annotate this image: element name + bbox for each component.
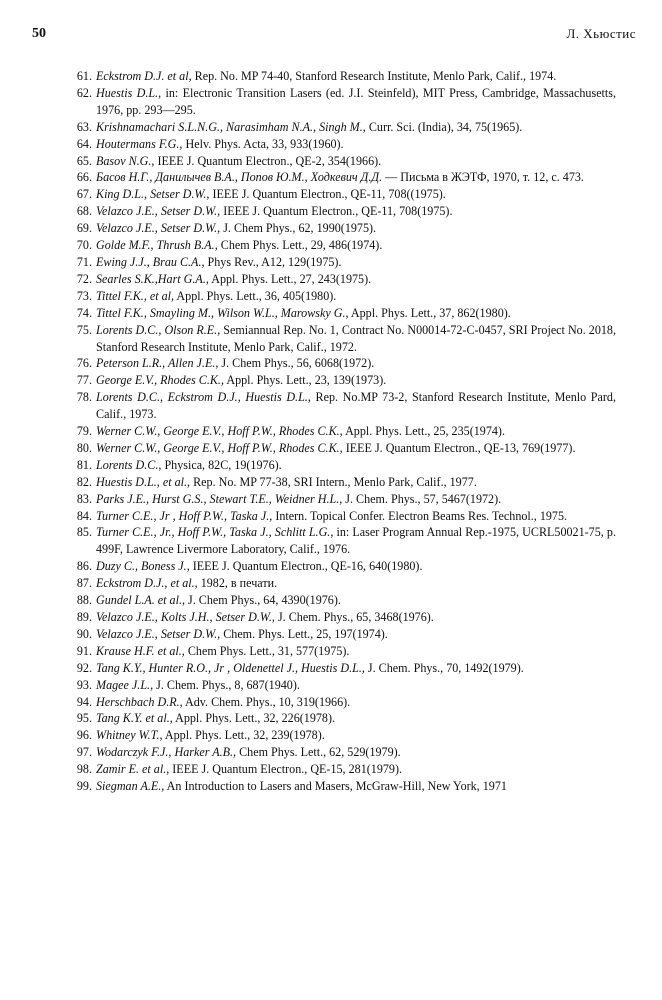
reference-text bbox=[96, 440, 616, 457]
reference-number: 79. bbox=[76, 424, 92, 439]
reference-source: 1982, в печати. bbox=[200, 576, 278, 591]
reference-source: Appl. Phys. Lett., 32, 239(1978). bbox=[164, 728, 325, 743]
reference-authors: Velazco J.E., Setser D.W., bbox=[96, 626, 221, 641]
reference-text bbox=[96, 355, 616, 372]
reference-source: Appl. Phys. Lett., 25, 235(1974). bbox=[345, 424, 505, 439]
reference-authors: Krishnamachari S.L.N.G., Narasimham N.A., Singh M., bbox=[96, 119, 366, 134]
reference-source: in: Electronic Transition Lasers (ed. J.I. Steinfeld), MIT Press, Cambridge, Massachusetts, 1976, pp. 293—295. bbox=[96, 85, 617, 117]
reference-source: Appl. Phys. Lett., 36, 405(1980). bbox=[176, 288, 337, 303]
reference-item bbox=[60, 153, 616, 170]
reference-text bbox=[96, 119, 616, 136]
reference-number: 69. bbox=[76, 221, 92, 236]
reference-number: 71. bbox=[76, 254, 92, 269]
reference-source: Appl. Phys. Lett., 32, 226(1978). bbox=[175, 711, 336, 726]
reference-authors: Velazco J.E., Kolts J.H., Setser D.W., bbox=[96, 610, 275, 624]
reference-authors: Werner C.W., George E.V., Hoff P.W., Rhodes C.K., bbox=[96, 440, 343, 455]
reference-authors: Lorents D.C., Eckstrom D.J., Huestis D.L., bbox=[96, 390, 311, 405]
reference-source: Curr. Sci. (India), 34, 75(1965). bbox=[368, 119, 523, 134]
reference-authors: Turner C.E., Jr , Hoff P.W., Taska J., bbox=[96, 508, 273, 523]
reference-source: Phys Rev., A12, 129(1975). bbox=[207, 254, 342, 269]
reference-number: 67. bbox=[76, 187, 92, 202]
reference-text bbox=[96, 423, 616, 440]
reference-number: 73. bbox=[76, 288, 92, 303]
reference-authors: Ewing J.J., Brau C.A., bbox=[96, 254, 205, 269]
reference-authors: Magee J.L., bbox=[96, 677, 154, 692]
reference-source: Chem Phys. Lett., 31, 577(1975). bbox=[187, 643, 350, 658]
reference-item bbox=[60, 626, 616, 643]
reference-authors: Tang K.Y., Hunter R.O., Jr , Oldenettel J., Huestis D.L., bbox=[96, 660, 365, 675]
reference-text bbox=[96, 136, 616, 153]
reference-authors: Wodarczyk F.J., Harker A.B., bbox=[96, 745, 237, 760]
reference-item bbox=[60, 119, 616, 136]
reference-number: 65. bbox=[76, 153, 92, 168]
reference-text bbox=[96, 186, 616, 203]
reference-text bbox=[96, 305, 616, 322]
reference-item bbox=[60, 727, 616, 744]
reference-item bbox=[60, 305, 616, 322]
reference-source: J. Chem. Phys., 8, 687(1940). bbox=[156, 677, 300, 692]
reference-authors: Werner C.W., George E.V., Hoff P.W., Rhodes C.K., bbox=[96, 424, 343, 439]
reference-source: IEEE J. Quantum Electron., QE-11, 708((1975). bbox=[212, 187, 446, 202]
reference-text bbox=[96, 626, 616, 643]
reference-text bbox=[96, 609, 616, 626]
reference-text bbox=[96, 744, 616, 761]
reference-text bbox=[96, 761, 616, 778]
reference-text bbox=[96, 85, 616, 119]
reference-item bbox=[60, 372, 616, 389]
reference-text bbox=[96, 169, 616, 186]
reference-source: Chem. Phys. Lett., 25, 197(1974). bbox=[223, 626, 388, 641]
reference-item bbox=[60, 592, 616, 609]
reference-source: Rep. No.MP 73-2, Stanford Research Institute, Menlo Pard, Calif., 1973. bbox=[96, 390, 616, 422]
reference-text bbox=[96, 322, 616, 356]
reference-text bbox=[96, 524, 616, 558]
reference-source: Physica, 82C, 19(1976). bbox=[164, 457, 282, 472]
reference-text bbox=[96, 254, 616, 271]
reference-item bbox=[60, 85, 616, 119]
reference-number: 96. bbox=[76, 728, 92, 743]
reference-number: 99. bbox=[76, 779, 92, 794]
reference-item bbox=[60, 169, 616, 186]
reference-source: Appl. Phys. Lett., 23, 139(1973). bbox=[226, 373, 387, 388]
reference-number: 82. bbox=[76, 474, 92, 489]
reference-text bbox=[96, 778, 616, 795]
reference-number: 62. bbox=[76, 85, 92, 100]
reference-item bbox=[60, 271, 616, 288]
reference-item bbox=[60, 710, 616, 727]
reference-text bbox=[96, 237, 616, 254]
reference-authors: Searles S.K.,Hart G.A., bbox=[96, 271, 209, 286]
reference-item bbox=[60, 558, 616, 575]
reference-source: Intern. Topical Confer. Electron Beams Res. Technol., 1975. bbox=[275, 508, 568, 523]
reference-source: — Письма в ЖЭТФ, 1970, т. 12, с. 473. bbox=[385, 170, 584, 185]
reference-text bbox=[96, 153, 616, 170]
reference-authors: Tittel F.K., Smayling M., Wilson W.L., Marowsky G., bbox=[96, 305, 349, 320]
reference-number: 61. bbox=[76, 69, 92, 83]
reference-authors: Turner C.E., Jr., Hoff P.W., Taska J., Schlitt L.G., bbox=[96, 525, 334, 540]
reference-source: An Introduction to Lasers and Masers, McGraw-Hill, New York, 1971 bbox=[166, 779, 507, 794]
reference-text bbox=[96, 508, 616, 525]
reference-source: J. Chem. Phys., 70, 1492(1979). bbox=[367, 660, 524, 675]
reference-item bbox=[60, 491, 616, 508]
reference-number: 64. bbox=[76, 136, 92, 151]
reference-text bbox=[96, 660, 616, 677]
reference-item bbox=[60, 186, 616, 203]
reference-source: IEEE J. Quantum Electron., QE-13, 769(1977). bbox=[345, 440, 576, 455]
reference-authors: Huestis D.L., bbox=[96, 85, 162, 100]
reference-authors: Velazco J.E., Setser D.W., bbox=[96, 221, 221, 236]
reference-text bbox=[96, 474, 616, 491]
reference-item bbox=[60, 440, 616, 457]
reference-source: J. Chem. Phys., 65, 3468(1976). bbox=[277, 610, 434, 624]
reference-number: 80. bbox=[76, 440, 92, 455]
reference-source: IEEE J. Quantum Electron., QE-11, 708(1975). bbox=[223, 204, 453, 219]
reference-authors: George E.V., Rhodes C.K., bbox=[96, 373, 224, 388]
reference-text bbox=[96, 491, 616, 508]
reference-item bbox=[60, 575, 616, 592]
reference-text bbox=[96, 457, 616, 474]
reference-list bbox=[60, 68, 616, 795]
reference-authors: Eckstrom D.J., et al., bbox=[96, 576, 198, 591]
reference-number: 94. bbox=[76, 694, 92, 709]
reference-item bbox=[60, 643, 616, 660]
reference-number: 92. bbox=[76, 660, 92, 675]
reference-source: J. Chem Phys., 64, 4390(1976). bbox=[188, 593, 341, 608]
reference-number: 75. bbox=[76, 322, 92, 337]
reference-item bbox=[60, 355, 616, 372]
reference-item bbox=[60, 609, 616, 626]
reference-source: IEEE J. Quantum Electron., QE-16, 640(1980). bbox=[192, 559, 423, 574]
reference-source: Helv. Phys. Acta, 33, 933(1960). bbox=[185, 136, 344, 151]
reference-item bbox=[60, 457, 616, 474]
running-head: Л. Хьюстис bbox=[566, 26, 636, 41]
reference-item bbox=[60, 524, 616, 558]
reference-item bbox=[60, 136, 616, 153]
reference-item bbox=[60, 237, 616, 254]
reference-authors: Басов Н.Г., Данилычев В.А., Попов Ю.М., Ходкевич Д.Д. bbox=[96, 170, 383, 185]
reference-source: Semiannual Rep. No. 1, Contract No. N00014-72-C-0457, SRI Project No. 2018, Stanford Research Institute, Menlo Park, Calif., 1972. bbox=[96, 322, 616, 354]
reference-source: J. Chem Phys., 62, 1990(1975). bbox=[223, 221, 377, 236]
reference-text bbox=[96, 220, 616, 237]
reference-item bbox=[60, 474, 616, 491]
reference-number: 88. bbox=[76, 593, 92, 608]
reference-authors: Krause H.F. et al., bbox=[96, 643, 185, 658]
reference-number: 76. bbox=[76, 356, 92, 371]
reference-item bbox=[60, 389, 616, 423]
reference-item bbox=[60, 68, 616, 85]
reference-number: 81. bbox=[76, 457, 92, 472]
reference-number: 98. bbox=[76, 762, 92, 777]
reference-source: Appl. Phys. Lett., 37, 862(1980). bbox=[350, 305, 511, 320]
reference-source: Chem Phys. Lett., 29, 486(1974). bbox=[220, 238, 383, 253]
reference-item bbox=[60, 254, 616, 271]
reference-number: 85. bbox=[76, 525, 92, 540]
reference-source: J. Chem. Phys., 57, 5467(1972). bbox=[345, 491, 502, 506]
reference-item bbox=[60, 761, 616, 778]
reference-source: in: Laser Program Annual Rep.-1975, UCRL50021-75, p. 499F, Lawrence Livermore Laboratory, Calif., 1976. bbox=[96, 525, 616, 557]
reference-text bbox=[96, 203, 616, 220]
reference-text bbox=[96, 727, 616, 744]
reference-authors: Gundel L.A. et al., bbox=[96, 593, 186, 608]
reference-source: Rep. No. MP 74-40, Stanford Research Institute, Menlo Park, Calif., 1974. bbox=[194, 69, 557, 83]
reference-item bbox=[60, 660, 616, 677]
reference-authors: Huestis D.L., et al., bbox=[96, 474, 191, 489]
reference-authors: Parks J.E., Hurst G.S., Stewart T.E., Weidner H.L., bbox=[96, 491, 343, 506]
reference-text bbox=[96, 710, 616, 727]
reference-authors: Houtermans F.G., bbox=[96, 136, 183, 151]
reference-authors: Siegman A.E., bbox=[96, 779, 165, 794]
reference-item bbox=[60, 322, 616, 356]
reference-number: 86. bbox=[76, 559, 92, 574]
reference-number: 66. bbox=[76, 170, 92, 185]
reference-text bbox=[96, 389, 616, 423]
reference-text bbox=[96, 68, 616, 85]
reference-number: 87. bbox=[76, 576, 92, 591]
reference-authors: Duzy C., Boness J., bbox=[96, 559, 190, 574]
reference-number: 70. bbox=[76, 238, 92, 253]
reference-number: 97. bbox=[76, 745, 92, 760]
reference-item bbox=[60, 508, 616, 525]
reference-authors: Tang K.Y. et al., bbox=[96, 711, 173, 726]
reference-authors: Basov N.G., bbox=[96, 153, 155, 168]
reference-authors: Herschbach D.R., bbox=[96, 694, 183, 709]
reference-number: 84. bbox=[76, 508, 92, 523]
reference-source: IEEE J. Quantum Electron., QE-2, 354(1966). bbox=[157, 153, 382, 168]
reference-authors: Lorents D.C., Olson R.E., bbox=[96, 322, 221, 337]
reference-text bbox=[96, 677, 616, 694]
reference-number: 78. bbox=[76, 390, 92, 405]
reference-number: 83. bbox=[76, 491, 92, 506]
reference-item bbox=[60, 423, 616, 440]
reference-text bbox=[96, 271, 616, 288]
reference-authors: Eckstrom D.J. et al, bbox=[96, 69, 192, 83]
reference-authors: Zamir E. et al., bbox=[96, 762, 170, 777]
reference-source: Chem Phys. Lett., 62, 529(1979). bbox=[239, 745, 401, 760]
reference-item bbox=[60, 203, 616, 220]
reference-authors: Golde M.F., Thrush B.A., bbox=[96, 238, 218, 253]
reference-authors: Peterson L.R., Allen J.E., bbox=[96, 356, 219, 371]
reference-number: 77. bbox=[76, 373, 92, 388]
reference-authors: Velazco J.E., Setser D.W., bbox=[96, 204, 221, 219]
reference-item bbox=[60, 778, 616, 795]
reference-number: 93. bbox=[76, 677, 92, 692]
reference-item bbox=[60, 288, 616, 305]
reference-authors: King D.L., Setser D.W., bbox=[96, 187, 210, 202]
reference-number: 89. bbox=[76, 610, 92, 624]
reference-number: 90. bbox=[76, 626, 92, 641]
reference-source: Rep. No. MP 77-38, SRI Intern., Menlo Park, Calif., 1977. bbox=[193, 474, 477, 489]
reference-item bbox=[60, 677, 616, 694]
reference-number: 68. bbox=[76, 204, 92, 219]
reference-item bbox=[60, 220, 616, 237]
reference-number: 95. bbox=[76, 711, 92, 726]
reference-source: Adv. Chem. Phys., 10, 319(1966). bbox=[185, 694, 351, 709]
reference-text bbox=[96, 694, 616, 711]
reference-number: 63. bbox=[76, 119, 92, 134]
reference-number: 91. bbox=[76, 643, 92, 658]
reference-number: 72. bbox=[76, 271, 92, 286]
reference-text bbox=[96, 288, 616, 305]
reference-source: J. Chem Phys., 56, 6068(1972). bbox=[221, 356, 375, 371]
reference-authors: Whitney W.T., bbox=[96, 728, 163, 743]
reference-authors: Tittel F.K., et al, bbox=[96, 288, 175, 303]
reference-item bbox=[60, 744, 616, 761]
reference-number: 74. bbox=[76, 305, 92, 320]
reference-text bbox=[96, 575, 616, 592]
reference-text bbox=[96, 372, 616, 389]
reference-authors: Lorents D.C., bbox=[96, 457, 162, 472]
reference-text bbox=[96, 592, 616, 609]
reference-source: Appl. Phys. Lett., 27, 243(1975). bbox=[211, 271, 372, 286]
reference-item bbox=[60, 694, 616, 711]
reference-source: IEEE J. Quantum Electron., QE-15, 281(1979). bbox=[172, 762, 403, 777]
page-number: 50 bbox=[32, 26, 46, 41]
page-header bbox=[32, 26, 636, 46]
reference-text bbox=[96, 558, 616, 575]
reference-text bbox=[96, 643, 616, 660]
